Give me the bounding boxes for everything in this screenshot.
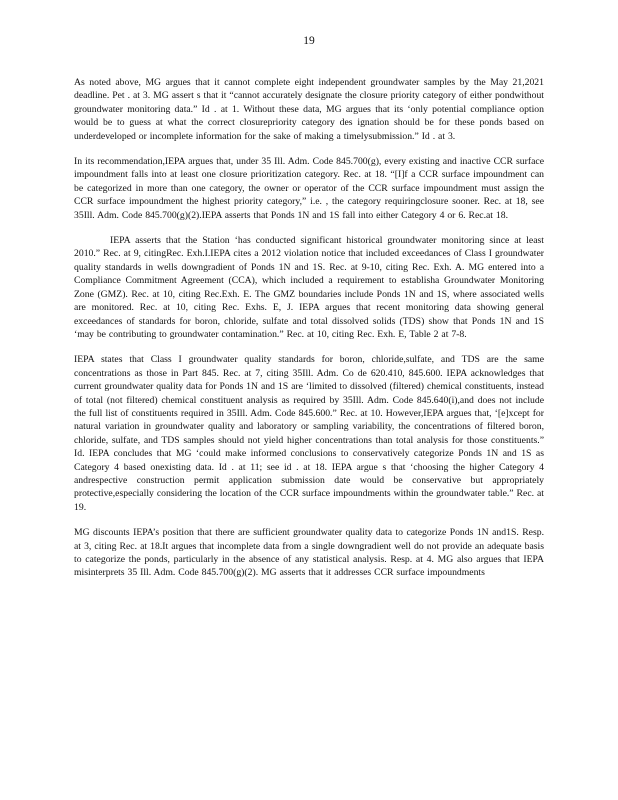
body-text xyxy=(74,76,544,592)
paragraph-mg-discounts: MG discounts IEPA’s position that there are sufficient groundwater quality data to categorize Ponds 1N and1S. Resp. at 3, citing Rec. at 18.It argues that incomplete data from a single downgradient well do not provide an adequate basis to categorize the ponds, particularly in the absence of any statistical analysis. Resp. at 4. MG also argues that IEPA misinterprets 35 Ill. Adm. Code 845.700(g)(2). MG asserts that it addresses CCR surface impoundments xyxy=(74,527,544,579)
paragraph-historical-monitoring: IEPA asserts that the Station ‘has conducted significant historical groundwater monitoring since at least 2010.” Rec. at 9, citingRec. Exh.I.IEPA cites a 2012 violation notice that included exceedances of Class I groundwater quality standards in wells downgradient of Ponds 1N and 1S. Rec. at 9-10, citing Rec. Exh. A. MG entered into a Compliance Commitment Agreement (CCA), which included a requirement to establisha Groundwater Monitoring Zone (GMZ). Rec. at 10, citing Rec.Exh. E. The GMZ boundaries include Ponds 1N and 1S, where associated wells are monitored. Rec. at 10, citing Rec. Exhs. E, J. IEPA argues that recent monitoring data showing general exceedances of standards for boron, chloride, sulfate and total dissolved solids (TDS) show that Ponds 1N and 1S ‘may be contributing to groundwater contamination.” Rec. at 10, citing Rec. Exh. E, Table 2 at 7-8. xyxy=(74,235,544,340)
paragraph-class-i-standards: IEPA states that Class I groundwater quality standards for boron, chloride,sulfate, and TDS are the same concentrations as those in Part 845. Rec. at 7, citing 35Ill. Adm. Co de 620.410, 845.600. IEPA acknowledges that current groundwater quality data for Ponds 1N and 1S are ‘limited to dissolved (filtered) chemical constituents, instead of total (not filtered) chemical constituent analysis as required by 35Ill. Adm. Code 845.640(i),and does not include the full list of constituents required in 35Ill. Adm. Code 845.600.” Rec. at 10. However,IEPA argues that, ‘[e]xcept for natural variation in groundwater quality and laboratory or sampling variability, the concentrations of filtered boron, chloride, sulfate, and TDS samples should not yield higher concentrations than total analysis for those constituents.” Id. IEPA concludes that MG ‘could make informed conclusions to conservatively categorize Ponds 1N and 1S as Category 4 based onexisting data. Id . at 11; see id . at 18. IEPA argue s that ‘choosing the higher Category 4 andrespective construction permit application submission date would be conservative but appropriately protective,especially considering the location of the CCR surface impoundments within the groundwater table.” Rec. at 19. xyxy=(74,354,544,513)
page-number: 19 xyxy=(303,35,315,47)
paragraph-mg-argument: As noted above, MG argues that it cannot complete eight independent groundwater samples by the May 21,2021 deadline. Pet . at 3. MG assert s that it “cannot accurately designate the closure priority category of either pondwithout groundwater monitoring data.” Id . at 1. Without these data, MG argues that its ‘only potential compliance option would be to guess at what the correct closurepriority category des ignation should be for these ponds based on underdeveloped or incomplete information for the sake of making a timelysubmission.” Id . at 3. xyxy=(74,77,544,142)
paragraph-iepa-recommendation: In its recommendation,IEPA argues that, under 35 Ill. Adm. Code 845.700(g), every existing and inactive CCR surface impoundment falls into at least one closure prioritization category. Rec. at 18. “[I]f a CCR surface impoundment can be categorized in more than one category, the owner or operator of the CCR surface impoundment must assign the CCR surface impoundment the highest priority category,” i.e. , the category requiringclosure sooner. Rec. at 18, see 35Ill. Adm. Code 845.700(g)(2).IEPA asserts that Ponds 1N and 1S fall into either Category 4 or 6. Rec.at 18. xyxy=(74,156,544,221)
